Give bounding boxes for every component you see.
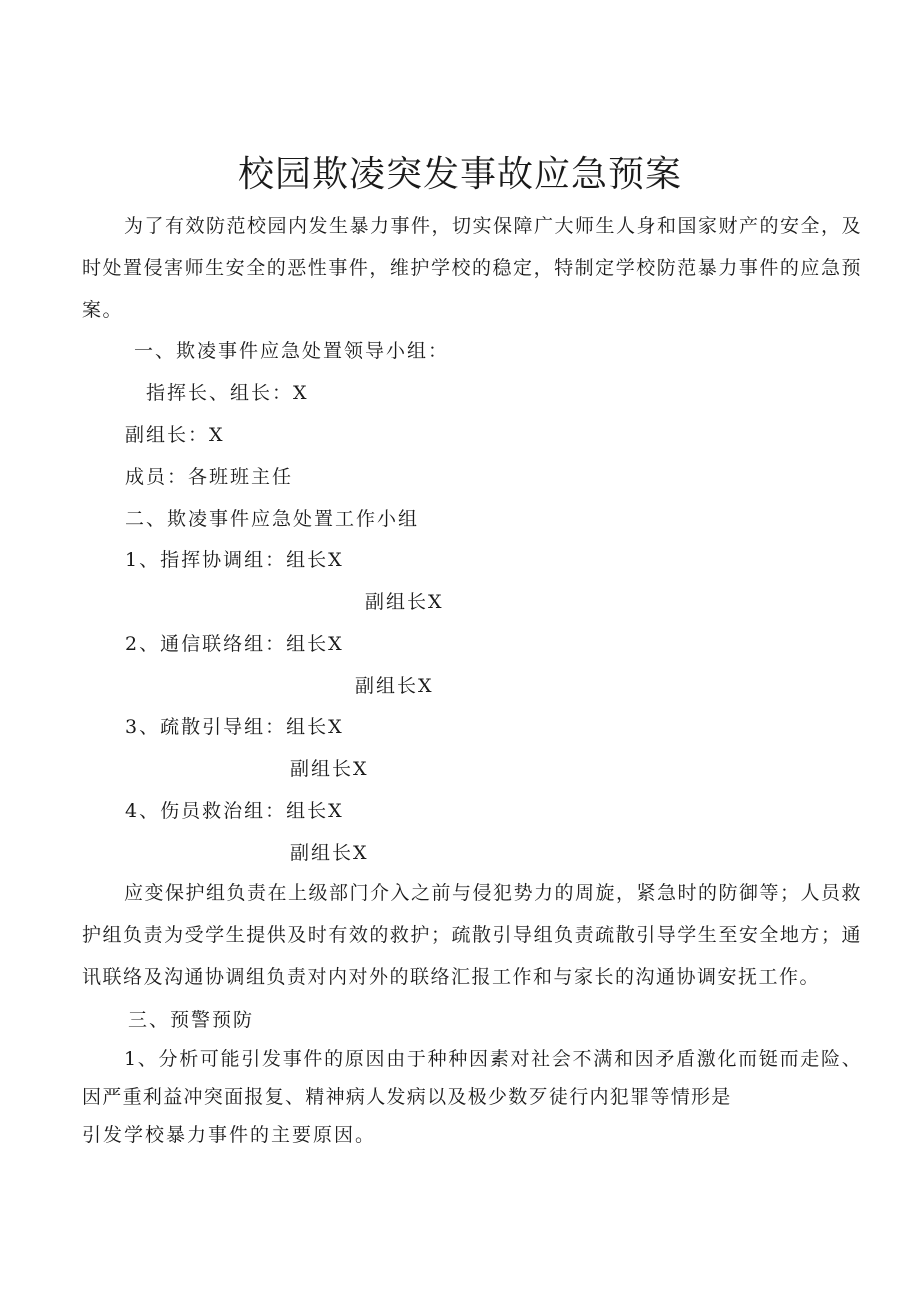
item1-paragraph: 1、分析可能引发事件的原因由于种种因素对社会不满和因矛盾激化而铤而走险、因严重利益冲突面报复、精神病人发病以及极少数歹徒行内犯罪等情形是 [82,1048,862,1108]
leader-line: 指挥长、组长：X [146,382,309,404]
document-title: 校园欺凌突发事故应急预案 [237,154,682,195]
deputy-leader-line: 副组长：X [125,424,225,446]
group-deputy: 副组长X [355,675,434,697]
section2-heading: 二、欺凌事件应急处置工作小组 [125,508,420,530]
duties-paragraph: 应变保护组负责在上级部门介入之前与侵犯势力的周旋，紧急时的防御等；人员救护组负责为受学生提供及时有效的救护；疏散引导组负责疏散引导学生至安全地方；通讯联络及沟通协调组负责对内对外的联络汇报工作和与家长的沟通协调安抚工作。 [82,882,863,988]
group-name: 1、指挥协调组：组长X [125,549,344,571]
section1-heading: 一、欺凌事件应急处置领导小组： [134,340,450,362]
group-deputy: 副组长X [365,591,444,613]
members-line: 成员：各班班主任 [125,466,294,488]
group-deputy: 副组长X [290,758,369,780]
section3-heading: 三、预警预防 [128,1009,255,1031]
group-deputy: 副组长X [290,842,369,864]
intro-paragraph: 为了有效防范校园内发生暴力事件，切实保障广大师生人身和国家财产的安全，及时处置侵害师生安全的恶性事件，维护学校的稳定，特制定学校防范暴力事件的应急预案。 [82,215,863,321]
group-name: 4、伤员救治组：组长X [125,800,344,822]
item1-tail: 引发学校暴力事件的主要原因。 [82,1124,377,1146]
group-name: 3、疏散引导组：组长X [125,716,344,738]
group-name: 2、通信联络组：组长X [125,633,344,655]
